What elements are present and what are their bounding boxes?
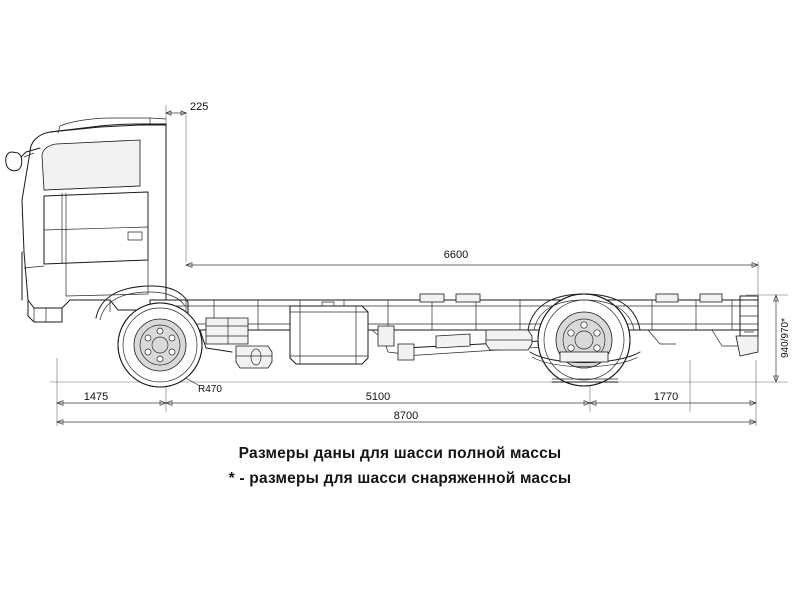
dim-rear-overhang: 1770 (653, 391, 679, 403)
dim-cab-height-offset: 225 (190, 101, 209, 113)
caption-line-1: Размеры даны для шасси полной массы (238, 445, 562, 462)
dim-turning-radius: R470 (198, 384, 222, 395)
dim-frame-height: 940/970* (780, 317, 791, 359)
caption-line-2: * - размеры для шасси снаряженной массы (228, 470, 572, 487)
dim-front-overhang: 1475 (83, 391, 109, 403)
dim-frame-length: 6600 (443, 249, 469, 261)
drawing-caption (0, 441, 800, 491)
truck-outline (6, 118, 758, 387)
dim-total-length: 8700 (393, 410, 419, 422)
dim-wheelbase: 5100 (365, 391, 391, 403)
